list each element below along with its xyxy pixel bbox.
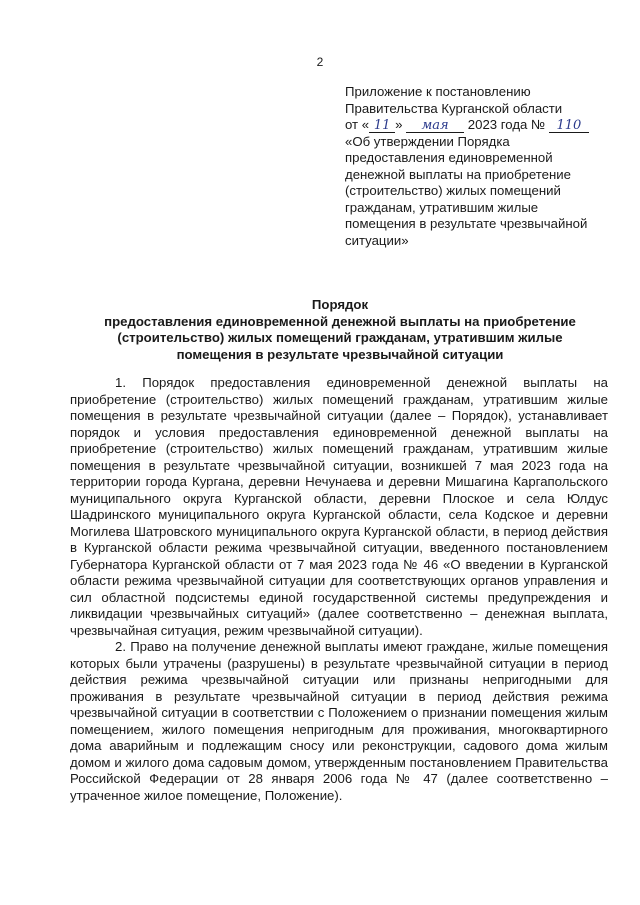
appendix-header [345,84,595,249]
appendix-line-1: Приложение к постановлению [345,84,531,99]
handwritten-day: 11 [369,119,395,133]
appendix-line-8: гражданам, утратившим жилые [345,199,539,215]
appendix-date-line [345,117,595,134]
handwritten-month: мая [406,119,464,133]
page-number: 2 [316,55,324,69]
paragraph-1: 1. Порядок предоставления единовременной денежной выплаты на приобретение (строительство) жилых помещений гражданам, утратившим жилые помещения в результате чрезвычайной ситуации (далее – Порядок), устанавливает порядок и условия предоставления единовременной денежной выплаты на приобретение (строительство) жилых помещений гражданам, утратившим жилые помещения в результате чрезвычайной ситуации, возникшей 7 мая 2023 года на территории города Кургана, деревни Нечунаева и деревни Мишагина Каргапольского муниципального округа Курганской области, деревни Плоское и села Юлдус Шадринского муниципального округа Курганской области, села Кодское и деревни Могилева Шатровского муниципального округа Курганской области, в период действия в Курганской области режима чрезвычайной ситуации, введенного постановлением Губернатора Курганской области от 7 мая 2023 года № 46 «О введении в Курганской области режима чрезвычайной ситуации для соответствующих органов управления и сил областной подсистемы единой государственной системы предупреждения и ликвидации чрезвычайных ситуаций» (далее соответственно – денежная выплата, чрезвычайная ситуация, режим чрезвычайной ситуации). [70,375,608,638]
date-mid: » [395,117,403,132]
appendix-line-2: Правительства Курганской области [345,100,563,116]
date-suffix: 2023 года № [467,117,546,132]
title-line-1: Порядок [311,297,369,312]
appendix-line-5: предоставления единовременной [345,150,553,165]
document-title [70,297,610,363]
appendix-line-9: помещения в результате чрезвычайной [345,216,588,231]
title-line-2: предоставления единовременной денежной выплаты на приобретение [104,313,576,329]
title-line-4: помещения в результате чрезвычайной ситуации [176,346,504,362]
handwritten-doc-number: 110 [549,119,589,133]
paragraph-2: 2. Право на получение денежной выплаты имеют граждане, жилые помещения которых были утрачены (разрушены) в результате чрезвычайной ситуации в период действия режима чрезвычайной ситуации или признаны непригодными для проживания в результате чрезвычайной ситуации в период действия режима чрезвычайной ситуации в соответствии с Положением о признании помещения жилым помещением, жилого помещения непригодным для проживания, многоквартирного дома аварийным и подлежащим сносу или реконструкции, садового дома жилым домом и жилого дома садовым домом, утвержденным постановлением Правительства Российской Федерации от 28 января 2006 года № 47 (далее соответственно – утраченное жилое помещение, Положение). [70,639,608,803]
appendix-line-10: ситуации» [345,232,409,248]
appendix-line-4: «Об утверждении Порядка [345,133,510,149]
document-body [70,375,608,804]
appendix-line-7: (строительство) жилых помещений [345,183,561,198]
title-line-3: (строительство) жилых помещений гражданам, утратившим жилые [117,330,563,345]
appendix-line-6: денежной выплаты на приобретение [345,166,571,182]
date-prefix: от « [345,117,370,132]
